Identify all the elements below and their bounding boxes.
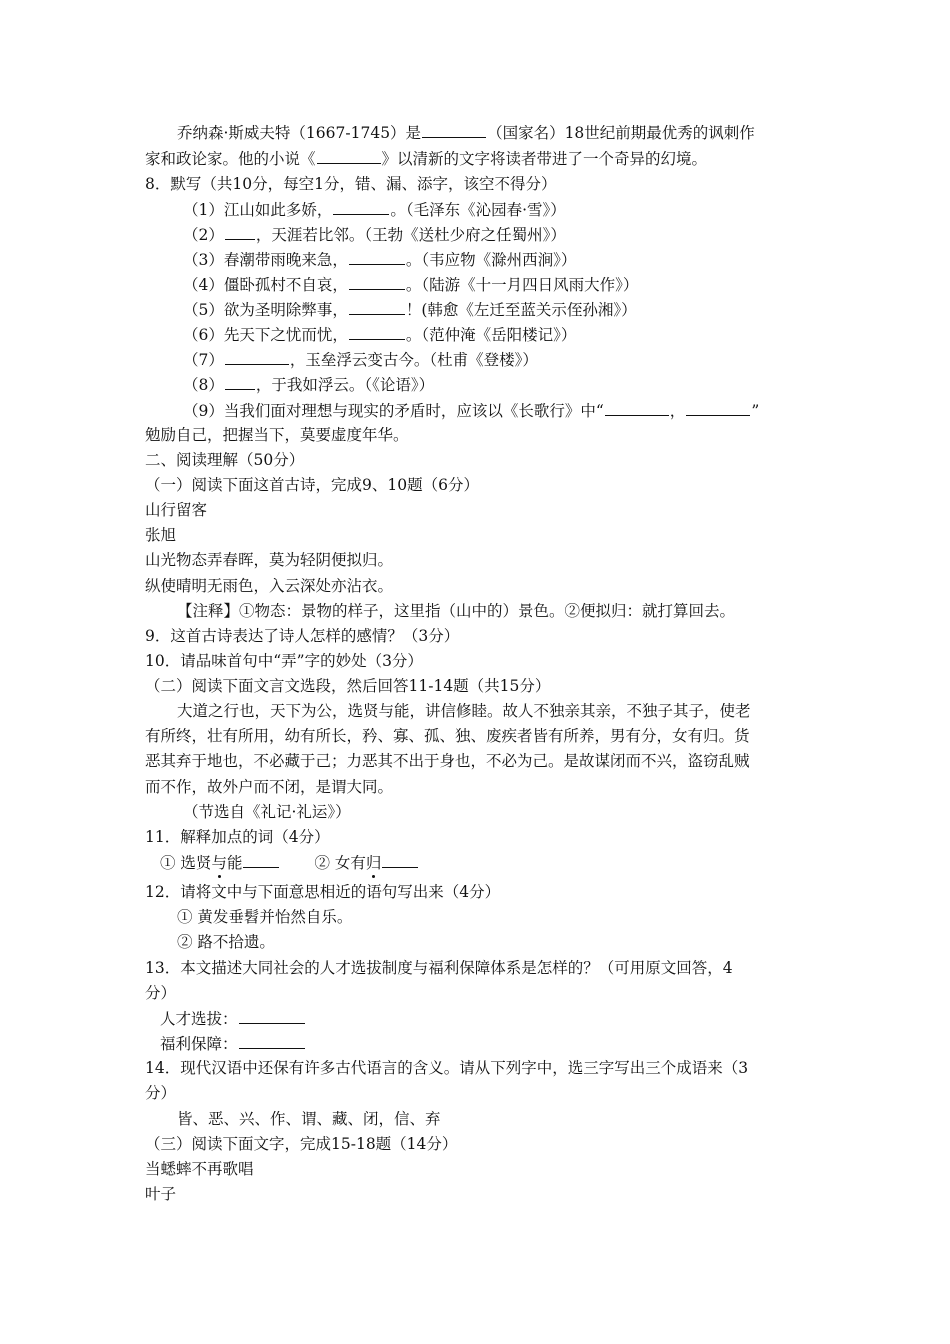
question-14: 14．现代汉语中还保有许多古代语言的含义。请从下列字中，选三字写出三个成语来（3	[145, 1059, 749, 1077]
answer-blank	[239, 1033, 305, 1049]
poem-line: 纵使晴明无雨色，入云深处亦沾衣。	[145, 577, 394, 595]
intro-line-1: 乔纳森·斯威夫特（1667-1745）是 （国家名）18世纪前期最优秀的讽刺作	[177, 124, 755, 142]
q8-item-2: （2） ，天涯若比邻。（王勃《送杜少府之任蜀州》）	[183, 226, 566, 244]
article-title: 当蟋蟀不再歌唱	[145, 1160, 254, 1178]
part3-instruction: （三）阅读下面文字，完成15-18题（14分）	[145, 1135, 458, 1153]
q8-item-5: （5）欲为圣明除弊事， ！(韩愈《左迁至蓝关示侄孙湘》）	[183, 301, 637, 319]
answer-blank	[317, 148, 381, 164]
section-heading: 二、阅读理解（50分）	[145, 451, 305, 469]
question-11-items: ① 选贤与能 ② 女有归	[160, 852, 419, 872]
answer-blank	[349, 249, 405, 265]
answer-blank	[239, 1008, 305, 1024]
question-13: 13．本文描述大同社会的人才选拔制度与福利保障体系是怎样的？（可用原文回答，4	[145, 959, 733, 977]
question-11: 11．解释加点的词（4分）	[145, 828, 330, 846]
answer-blank	[225, 224, 255, 240]
q8-item-3: （3）春潮带雨晚来急， 。（韦应物《滁州西涧》）	[183, 251, 577, 269]
dotted-word: 归	[365, 854, 382, 872]
answer-blank	[605, 400, 669, 416]
answer-blank	[349, 299, 405, 315]
question-9: 9．这首古诗表达了诗人怎样的感情？（3分）	[145, 627, 460, 645]
answer-blank	[349, 324, 405, 340]
q8-item-7: （7） ，玉垒浮云变古今。（杜甫《登楼》）	[183, 351, 538, 369]
passage-line: 而不作，故外户而不闭，是谓大同。	[145, 778, 394, 796]
answer-blank	[225, 374, 255, 390]
poem-author: 张旭	[145, 526, 177, 544]
answer-blank	[349, 274, 405, 290]
q8-item-6: （6）先天下之忧而忧， 。（范仲淹《岳阳楼记》）	[183, 326, 577, 344]
question-12-item: ② 路不拾遗。	[177, 933, 275, 951]
passage-line: 恶其弃于地也，不必藏于己；力恶其不出于身也，不必为己。是故谋闭而不兴，盗窃乱贼	[145, 752, 750, 770]
answer-blank	[422, 122, 486, 138]
poem-note: 【注释】①物态：景物的样子，这里指（山中的）景色。②便拟归：就打算回去。	[177, 602, 736, 620]
question-14-chars: 皆、恶、兴、作、谓、藏、闭，信、弃	[177, 1110, 441, 1128]
dotted-word: 与	[211, 854, 227, 872]
part2-instruction: （二）阅读下面文言文选段，然后回答11-14题（共15分）	[145, 677, 551, 695]
q8-item-9: （9）当我们面对理想与现实的矛盾时，应该以《长歌行》中“ ， ”	[183, 402, 760, 420]
answer-blank	[225, 349, 289, 365]
passage-line: 大道之行也，天下为公，选贤与能，讲信修睦。故人不独亲其亲，不独子其子，使老	[177, 702, 751, 720]
answer-blank	[243, 852, 279, 868]
intro-line-2: 家和政论家。他的小说《 》以清新的文字将读者带进了一个奇异的幻境。	[145, 150, 708, 168]
question-12: 12．请将文中与下面意思相近的语句写出来（4分）	[145, 883, 501, 901]
question-12-item: ① 黄发垂髫并怡然自乐。	[177, 908, 353, 926]
passage-source: （节选自《礼记·礼运》）	[183, 803, 351, 821]
answer-blank	[686, 400, 750, 416]
answer-blank	[333, 199, 389, 215]
question-13-continued: 分）	[145, 984, 177, 1002]
article-author: 叶子	[145, 1185, 177, 1203]
poem-line: 山光物态弄春晖，莫为轻阴便拟归。	[145, 551, 394, 569]
part1-instruction: （一）阅读下面这首古诗，完成9、10题（6分）	[145, 476, 479, 494]
question-10: 10．请品味首句中“弄”字的妙处（3分）	[145, 652, 423, 670]
question-14-continued: 分）	[145, 1084, 177, 1102]
q8-item-4: （4）僵卧孤村不自哀， 。（陆游《十一月四日风雨大作》）	[183, 276, 639, 294]
q8-item-8: （8） ，于我如浮云。（《论语》）	[183, 376, 435, 394]
question-13-answer: 人才选拔：	[160, 1008, 306, 1028]
passage-line: 有所终，壮有所用，幼有所长，矜、寡、孤、独、废疾者皆有所养，男有分，女有归。货	[145, 727, 750, 745]
answer-blank	[382, 852, 418, 868]
q8-item-1: （1）江山如此多娇， 。（毛泽东《沁园春·雪》）	[183, 201, 566, 219]
poem-title: 山行留客	[145, 501, 208, 519]
q8-item-9-continued: 勉励自己，把握当下，莫要虚度年华。	[145, 426, 409, 444]
q8-title: 8．默写（共10分，每空1分，错、漏、添字，该空不得分）	[145, 175, 557, 193]
question-13-answer: 福利保障：	[160, 1033, 306, 1053]
